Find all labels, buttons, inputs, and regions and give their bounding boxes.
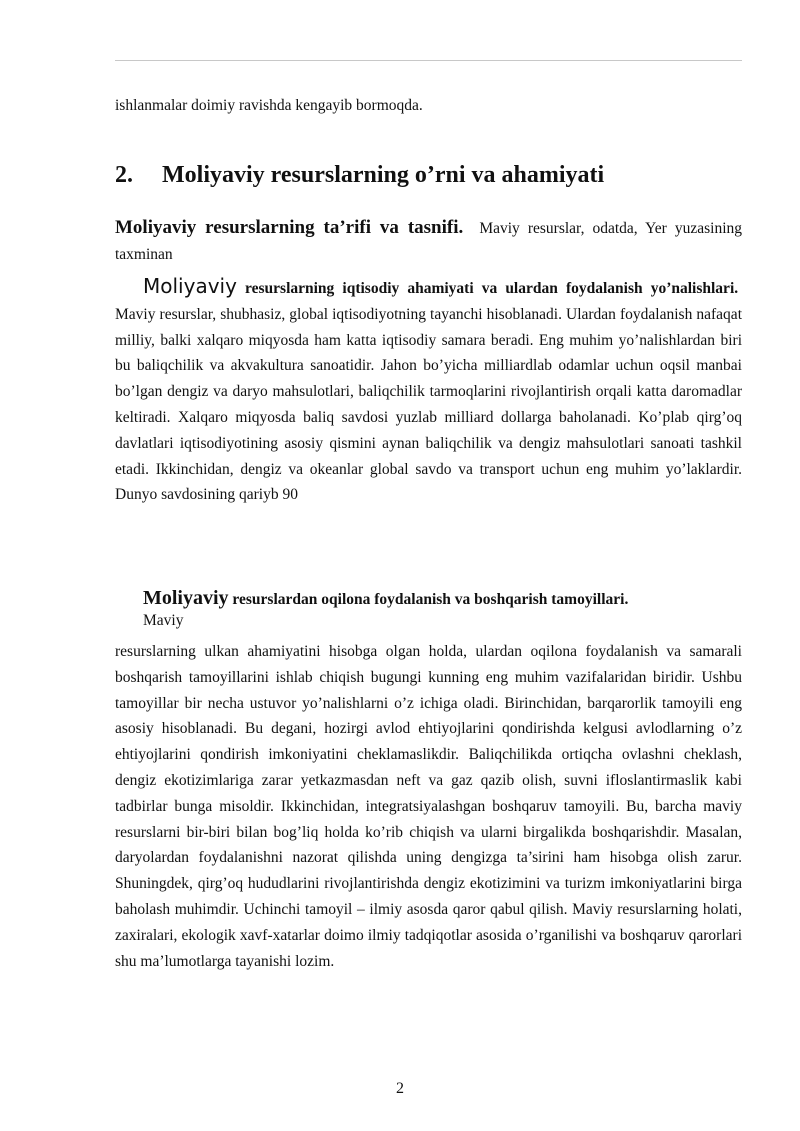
paragraph-economic-importance (115, 274, 742, 508)
paragraph-management-text: resurslarning ulkan ahamiyatini hisobga olgan holda, ulardan oqilona foydalanish va samarali boshqarish tamoyillarini ishlab chiqish bugungi kunning eng muhim vazifalaridan biridir. Ushbu tamoyillar bir necha ustuvor yo’nalishlarni o’z ichiga oladi. Birinchidan, barqarorlik tamoyili eng asosiy hisoblanadi. Bu degani, hozirgi avlod ehtiyojlarini qondirishda kelgusi avlodlarning o’z ehtiyojlarini qondirish imkoniyatini cheklamaslikdir. Baliqchilikda ortiqcha ovlashni cheklash, dengiz ekotizimlariga zarar yetkazmasdan neft va gaz qazib olish, suvni ifloslantirmaslik kabi tadbirlar bunga misoldir. Ikkinchidan, integratsiyalashgan boshqaruv tamoyili. Bu, barcha maviy resurslarni bir-biri bilan bog’liq holda ko’rib chiqish va ularni birgalikda boshqarishdir. Masalan, daryolardan foydalanishni nazorat qilishda uning dengizga ta’sirini ham hisobga olish zarur. Shuningdek, qirg’oq hududlarini rivojlantirishda dengiz ekotizimini va turizm imkoniyatlarini birga baholash muhimdir. Uchinchi tamoyil – ilmiy asosda qaror qabul qilish. Maviy resurslarning holati, zaxiralari, ekologik xavf-xatarlar doimo ilmiy tadqiqotlar asosida o’rganilishi va boshqaruv qarorlari shu ma’lumotlarga tayanishi lozim. (115, 643, 742, 970)
paragraph-management-title: resurslardan oqilona foydalanish va boshqarish tamoyillari. (232, 591, 629, 608)
continuation-line: ishlanmalar doimiy ravishda kengayib bormoqda. (115, 97, 423, 114)
paragraph-management-maviy-word: Maviy (143, 612, 184, 629)
section-number: 2. (115, 162, 133, 188)
section-title: Moliyaviy resurslarning o’rni va ahamiyati (162, 162, 605, 188)
paragraph-economic-lead-word: Moliyaviy (143, 274, 237, 298)
paragraph-management-principles (115, 587, 742, 974)
paragraph-economic-title: resurslarning iqtisodiy ahamiyati va ulardan foydalanish yo’nalishlari. (245, 280, 739, 297)
paragraph-definition-title: Moliyaviy resurslarning ta’rifi va tasnifi. (115, 217, 464, 238)
paragraph-definition (115, 215, 742, 268)
paragraph-management-lead (115, 587, 742, 611)
page-number: 2 (396, 1080, 404, 1097)
paragraph-definition-text: Maviy resurslar, odatda, Yer yuzasining taxminan (115, 220, 743, 263)
paragraph-economic-text: Maviy resurslar, shubhasiz, global iqtisodiyotning tayanchi hisoblanadi. Ulardan foydalanish nafaqat milliy, balki xalqaro miqyosda ham katta iqtisodiy samara beradi. Eng muhim yo’nalishlardan biri bu baliqchilik va akvakultura sanoatidir. Jahon bo’yicha milliardlab odamlar uchun oqsil manbai bo’lgan dengiz va daryo mahsulotlari, baliqchilik tarmoqlarini rivojlantirish orqali katta daromadlar keltiradi. Xalqaro miqyosda baliq savdosi yuzlab milliard dollarga baholanadi. Ko’plab qirg’oq davlatlari iqtisodiyotining asosiy qismini aynan baliqchilik va dengiz mahsulotlari sanoati tashkil etadi. Ikkinchidan, dengiz va okeanlar global savdo va transport uchun eng muhim yo’laklardir. Dunyo savdosining qariyb 90 (115, 305, 742, 504)
header-divider (115, 60, 742, 61)
paragraph-management-lead-word: Moliyaviy (143, 587, 229, 609)
section-heading (115, 158, 604, 192)
